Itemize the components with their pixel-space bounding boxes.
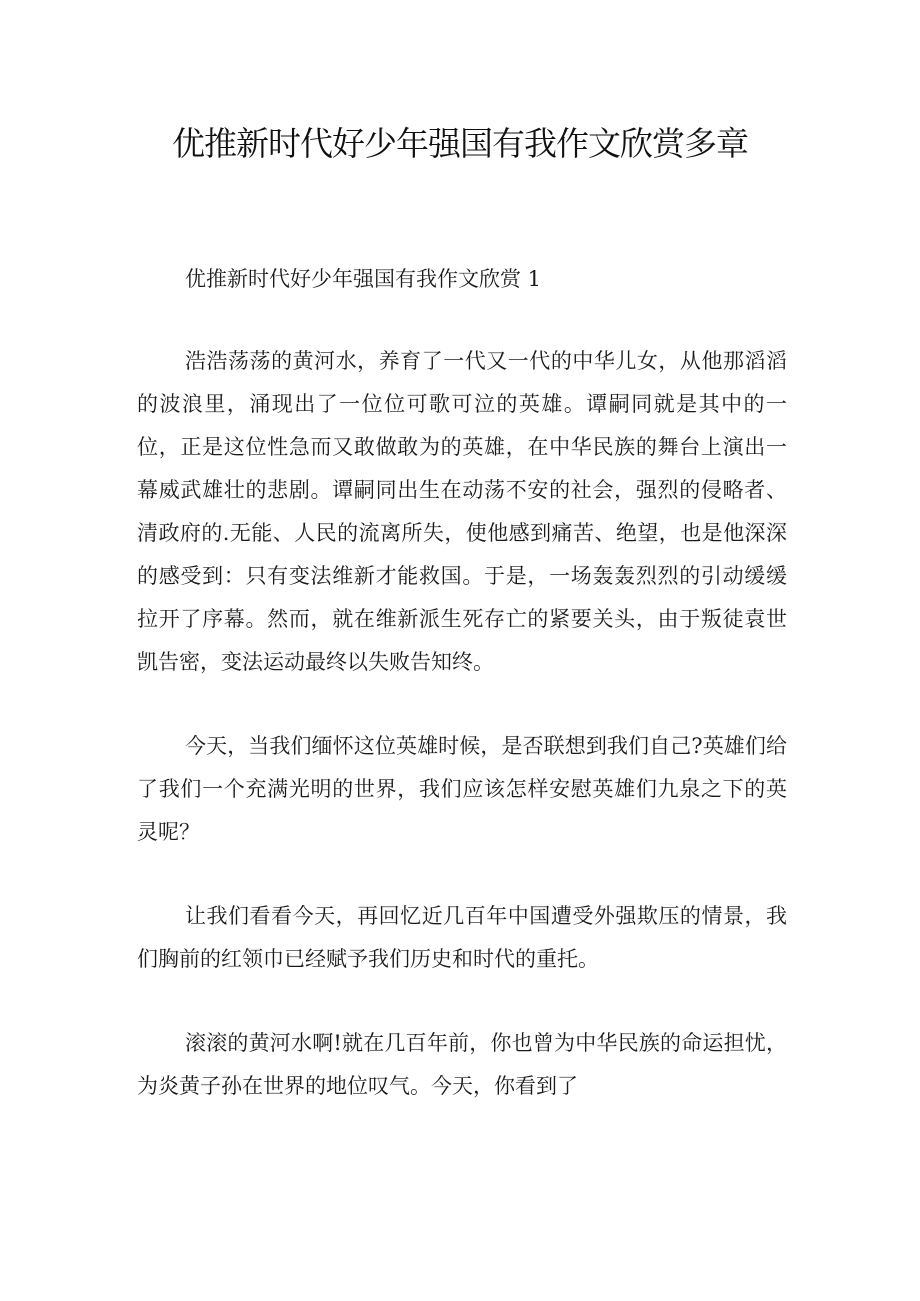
paragraph: 浩浩荡荡的黄河水，养育了一代又一代的中华儿女，从他那滔滔的波浪里，涌现出了一位位可歌可泣的英雄。谭嗣同就是其中的一位，正是这位性急而又敢做敢为的英雄，在中华民族的舞台上演出一幕威武雄壮的悲剧。谭嗣同出生在动荡不安的社会，强烈的侵略者、清政府的.无能、人民的流离所失，使他感到痛苦、绝望，也是他深深的感受到：只有变法维新才能救国。于是，一场轰轰烈烈的引动缓缓拉开了序幕。然而，就在维新派生死存亡的紧要关头，由于叛徒袁世凯告密，变法运动最终以失败告知终。	[137, 349, 787, 674]
paragraph: 让我们看看今天，再回忆近几百年中国遭受外强欺压的情景，我们胸前的红领巾已经赋予我们历史和时代的重托。	[137, 904, 787, 971]
paragraph: 滚滚的黄河水啊!就在几百年前，你也曾为中华民族的命运担忧，为炎黄子孙在世界的地位叹气。今天，你看到了	[137, 1031, 787, 1098]
section-heading: 优推新时代好少年强国有我作文欣赏 1	[185, 267, 542, 291]
document-body	[137, 258, 787, 1149]
document-title: 优推新时代好少年强国有我作文欣赏多章	[172, 124, 748, 163]
paragraph: 今天，当我们缅怀这位英雄时候，是否联想到我们自己?英雄们给了我们一个充满光明的世界，我们应该怎样安慰英雄们九泉之下的英灵呢？	[137, 734, 787, 844]
